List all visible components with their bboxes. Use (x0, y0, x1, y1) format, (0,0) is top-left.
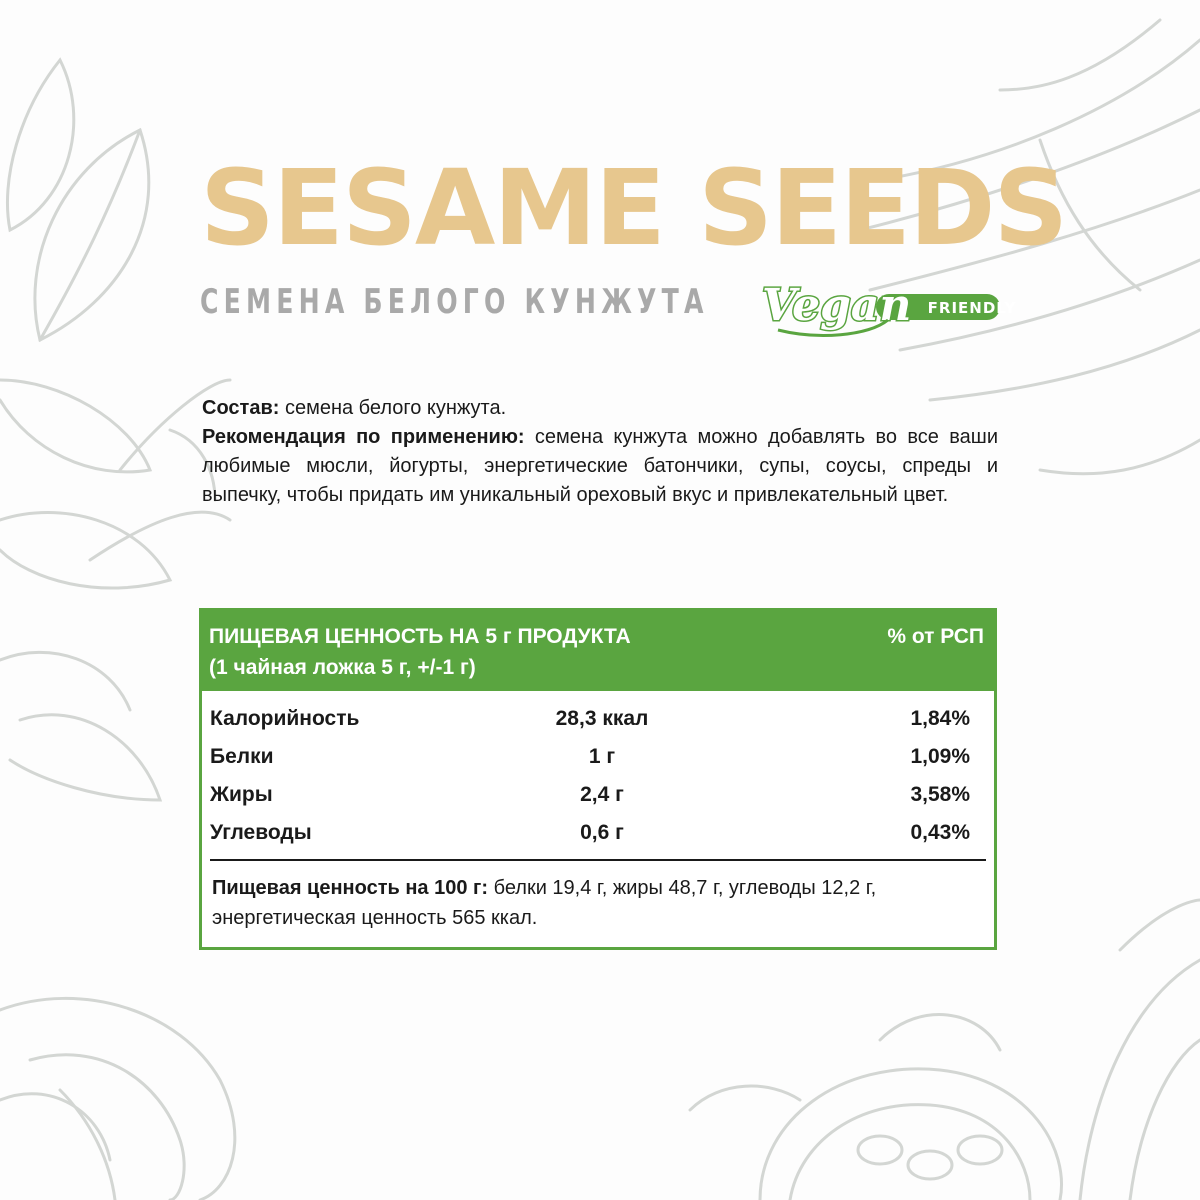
composition-label: Состав: (202, 397, 280, 419)
nutrient-amount: 0,6 г (580, 821, 624, 844)
badge-label: FRIENDLY (927, 299, 1017, 317)
nutrition-row-protein (202, 741, 994, 779)
usage-label: Рекомендация по применению: (202, 426, 525, 448)
badge-script-text: Vegan (762, 280, 912, 331)
nutrition-row-fat (202, 779, 994, 817)
nutrition-per-100g (212, 873, 972, 933)
nutrient-percent: 0,43% (910, 821, 970, 844)
nutrition-row-carbs (202, 817, 994, 855)
product-description (202, 394, 998, 510)
nutrient-percent: 3,58% (910, 783, 970, 806)
product-subtitle: СЕМЕНА БЕЛОГО КУНЖУТА (200, 282, 709, 322)
nutrition-header-serving: (1 чайная ложка 5 г, +/-1 г) (209, 656, 476, 679)
nutrition-table (199, 608, 997, 950)
table-divider (210, 859, 986, 861)
composition-text: семена белого кунжута. (279, 397, 507, 419)
product-title: SESAME SEEDS (200, 147, 1067, 269)
nutrient-percent: 1,09% (910, 745, 970, 768)
nutrient-amount: 2,4 г (580, 783, 624, 806)
nutrition-header-percent: % от РСП (887, 625, 984, 648)
nutrition-header-title: ПИЩЕВАЯ ЦЕННОСТЬ НА 5 г ПРОДУКТА (209, 625, 631, 648)
nutrient-name: Жиры (210, 783, 273, 806)
vegan-friendly-badge (758, 270, 1017, 342)
usage-text: семена кунжута можно добавлять во все ваши любимые мюсли, йогурты, энергетические батончики, супы, соусы, спреды и выпечку, чтобы придать им уникальный ореховый вкус и привлекательный цвет. (202, 426, 998, 506)
nutrient-amount: 1 г (588, 745, 616, 768)
usage-paragraph (202, 423, 998, 510)
nutrition-table-header (202, 611, 994, 691)
nutrient-name: Белки (210, 745, 274, 768)
composition-line (202, 394, 998, 423)
footnote-label: Пищевая ценность на 100 г: (212, 877, 489, 899)
nutrient-name: Углеводы (210, 821, 312, 844)
nutrition-rows (202, 703, 994, 855)
nutrient-name: Калорийность (210, 707, 360, 730)
nutrient-percent: 1,84% (910, 707, 970, 730)
nutrition-row-calories (202, 703, 994, 741)
footnote-text: белки 19,4 г, жиры 48,7 г, углеводы 12,2 г, энергетическая ценность 565 ккал. (212, 877, 877, 929)
nutrient-amount: 28,3 ккал (555, 707, 649, 730)
